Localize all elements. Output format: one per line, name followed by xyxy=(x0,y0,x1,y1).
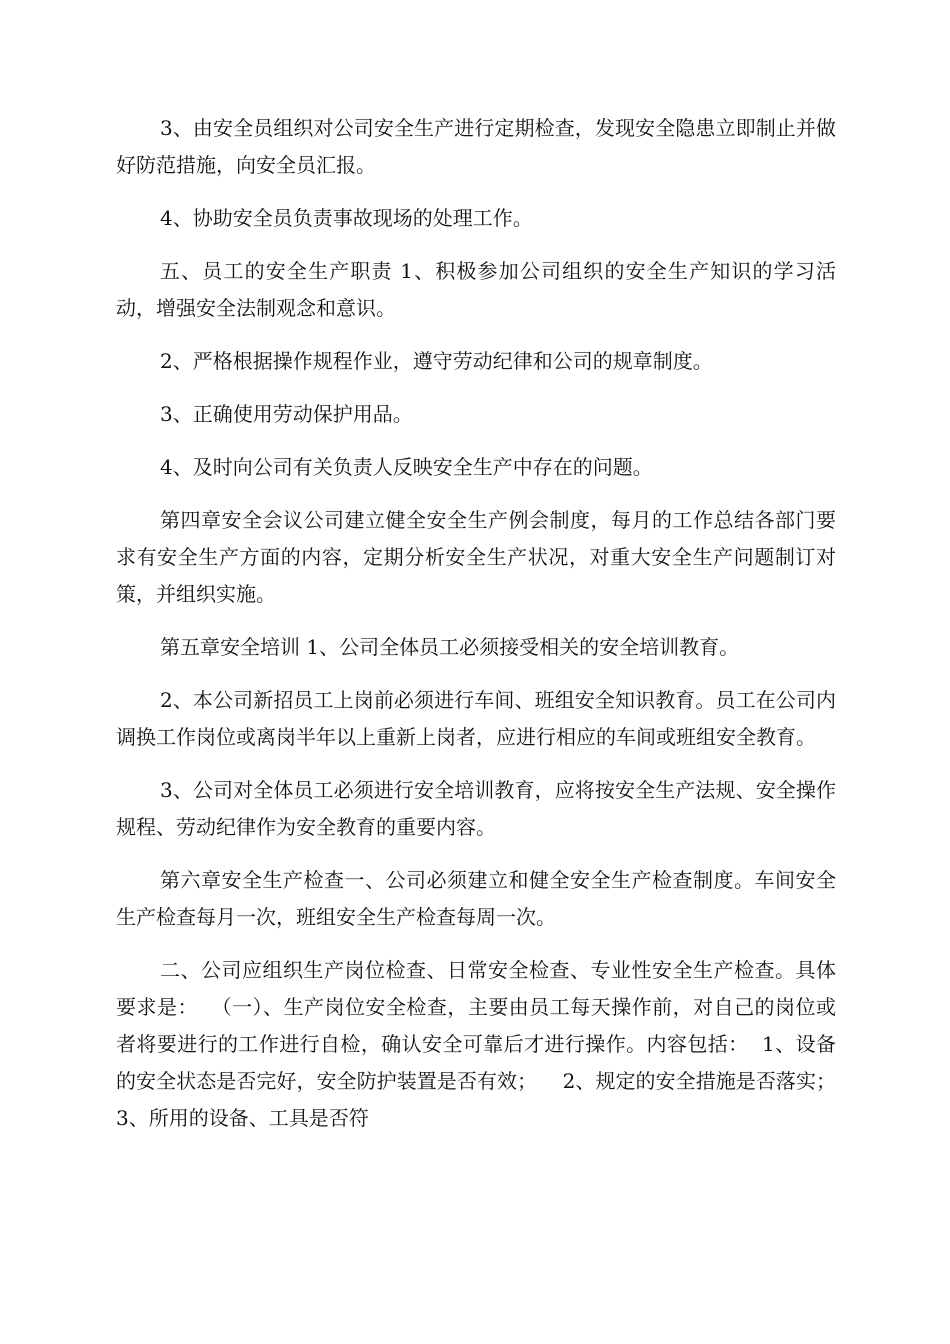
paragraph-new-staff-training: 2、本公司新招员工上岗前必须进行车间、班组安全知识教育。员工在公司内调换工作岗位或离岗半年以上重新上岗者，应进行相应的车间或班组安全教育。 xyxy=(116,688,836,749)
paragraph-chapter-four: 第四章安全会议公司建立健全安全生产例会制度，每月的工作总结各部门要求有安全生产方面的内容，定期分析安全生产状况，对重大安全生产问题制订对策，并组织实施。 xyxy=(116,508,836,606)
paragraph-protective-gear: 3、正确使用劳动保护用品。 xyxy=(160,402,413,426)
paragraph-follow-rules: 2、严格根据操作规程作业，遵守劳动纪律和公司的规章制度。 xyxy=(160,349,713,373)
paragraph-chapter-six: 第六章安全生产检查一、公司必须建立和健全安全生产检查制度。车间安全生产检查每月一次，班组安全生产检查每周一次。 xyxy=(116,868,836,929)
paragraph-report-issues: 4、及时向公司有关负责人反映安全生产中存在的问题。 xyxy=(160,455,653,479)
paragraph-training-content: 3、公司对全体员工必须进行安全培训教育，应将按安全生产法规、安全操作规程、劳动纪律作为安全教育的重要内容。 xyxy=(116,778,836,839)
document-body xyxy=(116,110,862,1153)
paragraph-inspection-types: 二、公司应组织生产岗位检查、日常安全检查、专业性安全生产检查。具体要求是： （一）、生产岗位安全检查，主要由员工每天操作前，对自己的岗位或者将要进行的工作进行自检，确认安全可靠后才进行操作。内容包括： 1、设备的安全状态是否完好，安全防护装置是否有效； 2、规定的安全措施是否落实； 3、所用的设备、工具是否符 xyxy=(116,958,862,1130)
paragraph-accident-handling: 4、协助安全员负责事故现场的处理工作。 xyxy=(160,206,533,230)
paragraph-chapter-five: 第五章安全培训 1、公司全体员工必须接受相关的安全培训教育。 xyxy=(160,635,740,659)
paragraph-employee-duties: 五、员工的安全生产职责 1、积极参加公司组织的安全生产知识的学习活动，增强安全法制观念和意识。 xyxy=(116,259,836,320)
paragraph-inspection-duty: 3、由安全员组织对公司安全生产进行定期检查，发现安全隐患立即制止并做好防范措施，向安全员汇报。 xyxy=(116,116,836,177)
